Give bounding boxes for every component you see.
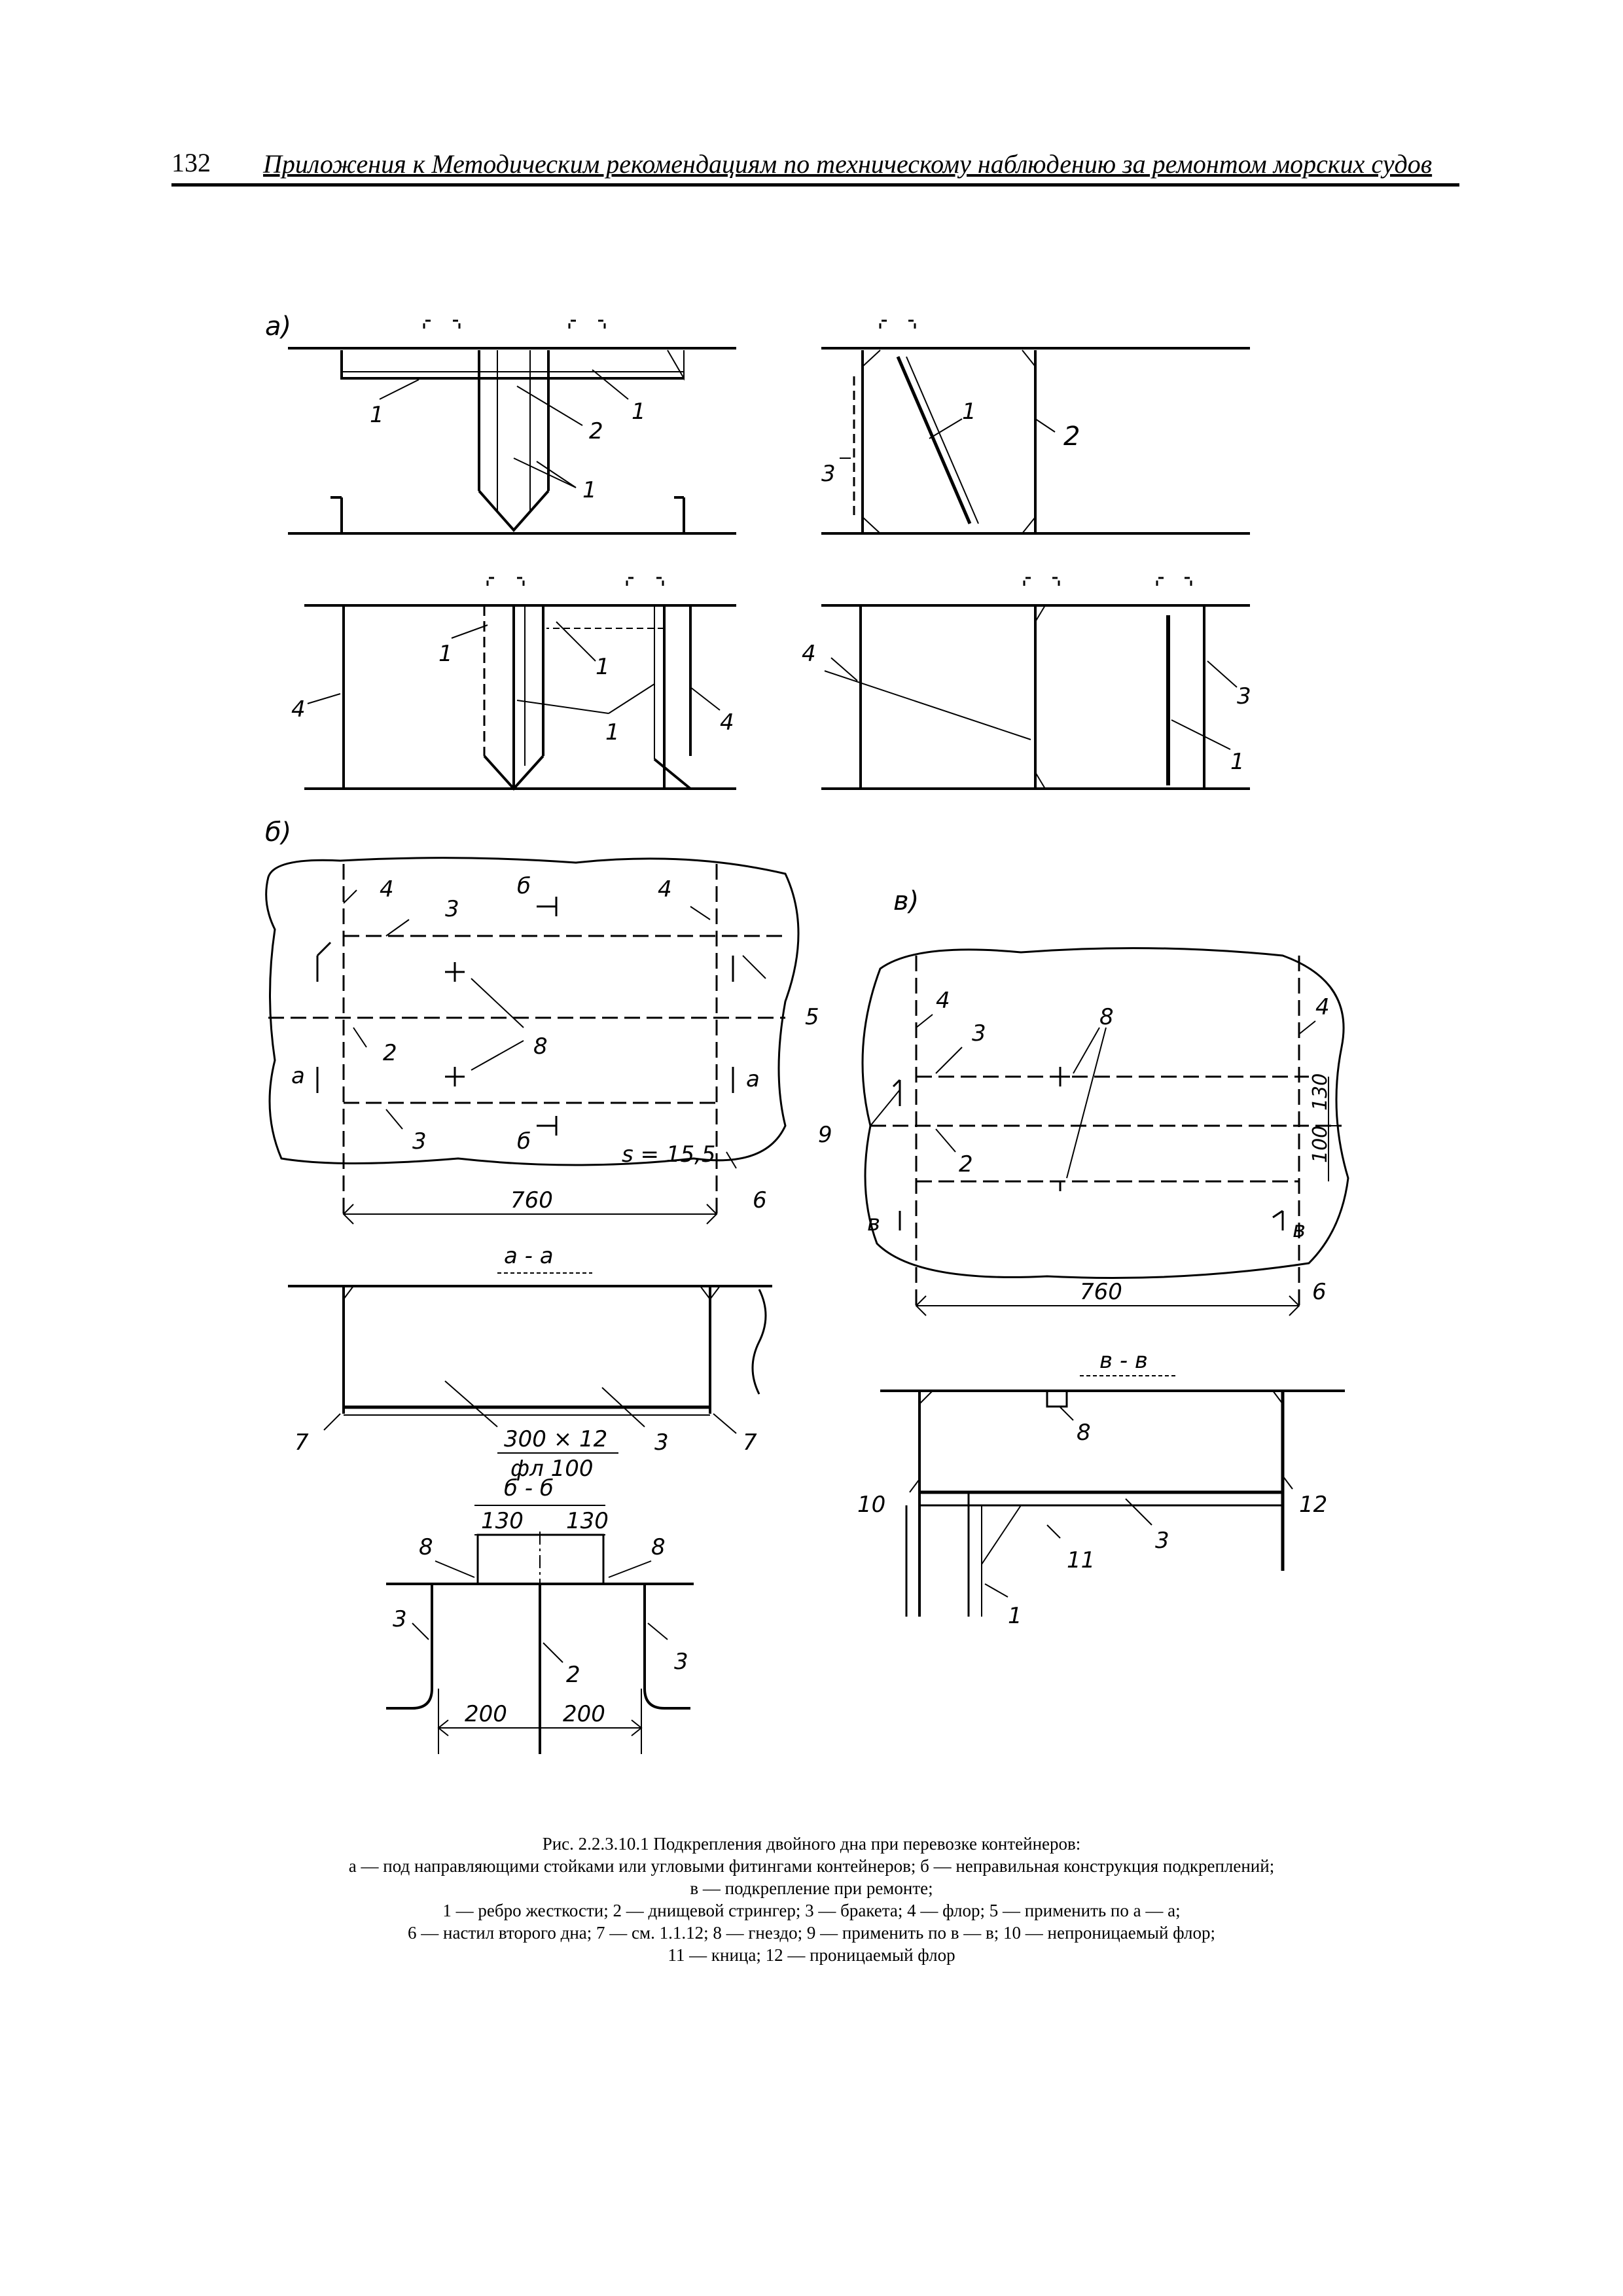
dimension-130: 130 [1309, 1073, 1332, 1111]
callout-4: 4 [936, 988, 950, 1014]
caption-title: Рис. 2.2.3.10.1 Подкрепления двойного дна при перевозке контейнеров: [542, 1834, 1081, 1854]
dimension-130: 130 [566, 1508, 609, 1534]
dimension-s: s = 15,5 [622, 1141, 716, 1168]
callout-3: 3 [654, 1429, 669, 1456]
dimension-flange: фл 100 [510, 1456, 594, 1482]
callout-7: 7 [294, 1429, 309, 1456]
callout-2: 2 [959, 1151, 973, 1177]
page-number: 132 [171, 148, 211, 177]
panel-a-middle-right [802, 578, 1251, 789]
section-mark-b: б [517, 1128, 531, 1155]
callout-4: 4 [1315, 994, 1330, 1020]
dimension-100: 100 [1309, 1125, 1332, 1163]
dimension-130: 130 [481, 1508, 524, 1534]
panel-label-v: в) [893, 886, 919, 916]
callout-4: 4 [720, 709, 734, 736]
caption-line: в — подкрепление при ремонте; [690, 1878, 933, 1898]
caption-line: 1 — ребро жесткости; 2 — днищевой стрингер; 3 — бракета; 4 — флор; 5 — применить по а — а; [442, 1901, 1181, 1920]
section-title-bb: б - б [504, 1475, 554, 1501]
callout-6: 6 [1312, 1279, 1327, 1305]
callout-1: 1 [632, 399, 646, 425]
section-mark-v: в [1293, 1217, 1306, 1243]
callout-1: 1 [1230, 749, 1245, 775]
callout-2: 2 [383, 1040, 397, 1066]
caption-line: а — под направляющими стойками или угловыми фитингами контейнеров; б — неправильная конструкция подкреплений; [348, 1856, 1275, 1876]
callout-12: 12 [1299, 1492, 1328, 1518]
callout-1: 1 [596, 654, 610, 680]
callout-2: 2 [566, 1662, 580, 1688]
callout-10: 10 [857, 1492, 886, 1518]
running-title: Приложения к Методическим рекомендациям по техническому наблюдению за ремонтом морских судов [263, 149, 1433, 179]
callout-1: 1 [370, 402, 384, 428]
callout-3: 3 [393, 1606, 407, 1632]
callout-4: 4 [380, 876, 394, 903]
dimension-200: 200 [465, 1701, 507, 1727]
section-title-vv: в - в [1099, 1348, 1148, 1374]
callout-11: 11 [1067, 1547, 1096, 1573]
callout-3: 3 [1155, 1528, 1169, 1554]
panel-a-top-right [821, 321, 1250, 533]
section-a-a [288, 1243, 772, 1482]
callout-1: 1 [438, 641, 453, 667]
panel-label-a: а) [265, 312, 292, 342]
panel-label-b: б) [265, 817, 292, 848]
callout-8: 8 [1077, 1420, 1091, 1446]
panel-b-plan [265, 817, 819, 1224]
panel-v-plan [818, 886, 1348, 1316]
callout-2: 2 [1063, 422, 1080, 452]
callout-1: 1 [962, 399, 976, 425]
callout-1: 1 [1008, 1603, 1022, 1629]
panel-a-top-left [265, 312, 736, 533]
callout-2: 2 [589, 418, 603, 444]
caption-line: 11 — кница; 12 — проницаемый флор [668, 1945, 955, 1965]
section-v-v [857, 1348, 1345, 1629]
figure-caption [216, 1833, 1407, 1966]
dimension-760: 760 [510, 1187, 553, 1213]
callout-4: 4 [658, 876, 672, 903]
section-mark-a: а [291, 1063, 305, 1089]
dimension-200: 200 [563, 1701, 605, 1727]
section-mark-a: а [746, 1066, 760, 1092]
callout-3: 3 [445, 896, 459, 922]
callout-7: 7 [743, 1429, 757, 1456]
callout-9: 9 [818, 1122, 832, 1148]
callout-3: 3 [674, 1649, 688, 1675]
section-mark-b: б [517, 873, 531, 899]
callout-5: 5 [805, 1004, 819, 1030]
section-mark-v: в [867, 1210, 881, 1236]
callout-8: 8 [533, 1033, 548, 1060]
dimension-plate: 300 × 12 [504, 1426, 608, 1452]
callout-8: 8 [419, 1534, 433, 1560]
dimension-760: 760 [1080, 1279, 1122, 1305]
callout-4: 4 [802, 641, 816, 667]
callout-6: 6 [753, 1187, 767, 1213]
callout-1: 1 [582, 477, 597, 503]
panel-a-middle-left [291, 578, 736, 789]
callout-3: 3 [1237, 683, 1251, 709]
section-b-b [386, 1475, 694, 1754]
callout-3: 3 [972, 1020, 986, 1047]
section-title-aa: а - а [504, 1243, 554, 1269]
callout-4: 4 [291, 696, 306, 723]
callout-3: 3 [821, 461, 836, 487]
callout-8: 8 [651, 1534, 666, 1560]
callout-3: 3 [412, 1128, 427, 1155]
callout-1: 1 [605, 719, 620, 745]
caption-line: 6 — настил второго дна; 7 — см. 1.1.12; 8 — гнездо; 9 — применить по в — в; 10 — непроницаемый флор; [408, 1923, 1215, 1943]
callout-8: 8 [1099, 1004, 1114, 1030]
